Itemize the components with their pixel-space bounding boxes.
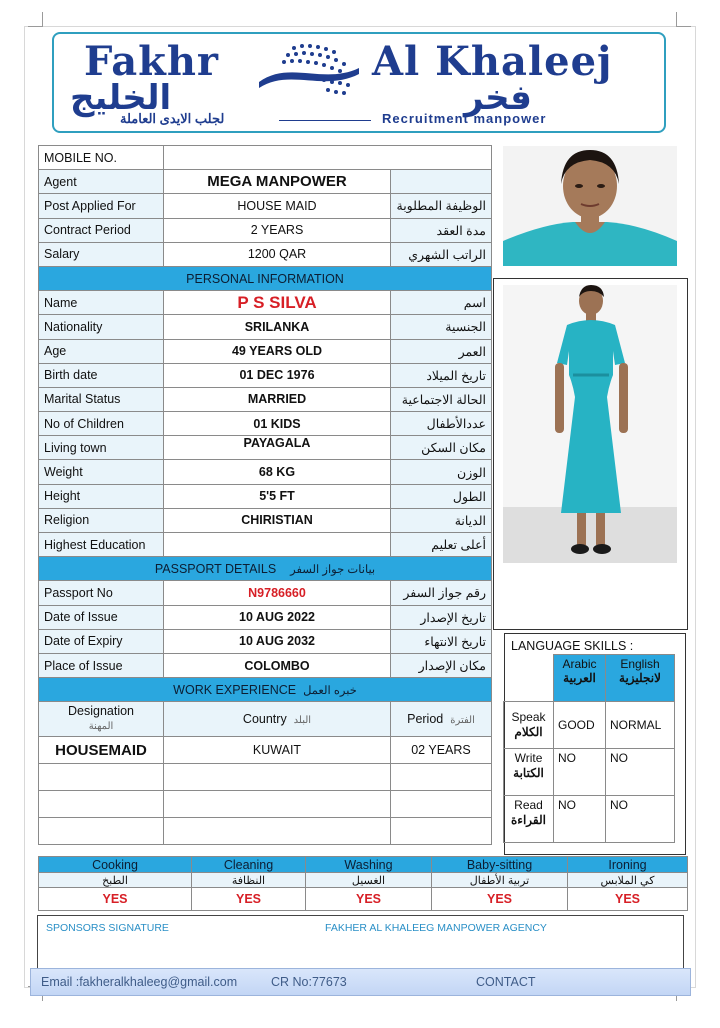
agent-label: Agent [39,170,164,194]
issue-place-row: Place of Issue COLOMBO مكان الإصدار [39,653,492,677]
tagline-divider [279,120,371,121]
full-body-image-icon [503,285,677,563]
wave-dots-icon [254,40,364,110]
mobile-row [39,146,492,170]
tagline-ar: لجلب الايدى العاملة [120,111,225,126]
age-row: Age 49 YEARS OLD العمر [39,339,492,363]
birthdate-row: Birth date 01 DEC 1976 تاريخ الميلاد [39,363,492,387]
read-row: Read القراءة NO NO [504,795,675,842]
tagline-en: Recruitment manpower [382,111,547,126]
agent-value: MEGA MANPOWER [164,170,391,194]
nationality-row: Nationality SRILANKA الجنسية [39,315,492,339]
sponsor-signature-label: SPONSORS SIGNATURE [46,922,169,934]
footer-cr-number: CR No:77673 [271,975,347,989]
brand-en-left: Fakhr [84,38,219,85]
skills-header-row: Cooking Cleaning Washing Baby-sitting Ironing [39,857,688,873]
cv-table [38,145,492,845]
work-header-row: Designation المهنة Country البلد Period الفترة [39,702,492,737]
skills-table [38,856,688,911]
write-row: Write الكتابة NO NO [504,748,675,795]
agency-signature-label: FAKHER AL KHALEEG MANPOWER AGENCY [325,922,547,934]
work-empty-row [39,764,492,791]
speak-row: Speak الكلام GOOD NORMAL [504,701,675,748]
brand-ar-right: فخر [464,78,532,118]
portrait-photo [503,146,677,266]
salary-row: Salary 1200 QAR الراتب الشهري [39,242,492,266]
full-body-photo [503,285,677,563]
personal-section-header: PERSONAL INFORMATION [39,266,492,290]
work-section-header: WORK EXPERIENCE خبره العمل [39,678,492,702]
weight-row: Weight 68 KG الوزن [39,460,492,484]
brand-ar-left: الخليج [70,78,172,118]
marital-row: Marital Status MARRIED الحالة الاجتماعية [39,387,492,411]
mobile-label: MOBILE NO. [39,146,164,170]
language-skills-title: LANGUAGE SKILLS : [511,639,634,653]
footer-bar [30,968,691,996]
skills-value-row: YES YES YES YES YES [39,888,688,911]
name-row: Name P S SILVA اسم [39,291,492,315]
work-empty-row [39,791,492,818]
passport-section-header: PASSPORT DETAILS بيانات جواز السفر [39,557,492,581]
passport-no-row: Passport No N9786660 رقم جواز السفر [39,581,492,605]
children-row: No of Children 01 KIDS عددالأطفال [39,412,492,436]
work-row: HOUSEMAID KUWAIT 02 YEARS [39,737,492,764]
skills-arabic-row: الطبخ النظافة الغسيل تربية الأطفال كي الملابس [39,873,688,888]
footer-email: Email :fakheralkhaleeg@gmail.com [41,975,238,989]
crop-mark-top-left [28,12,43,27]
height-row: Height 5'5 FT الطول [39,484,492,508]
issue-date-row: Date of Issue 10 AUG 2022 تاريخ الإصدار [39,605,492,629]
portrait-image-icon [503,146,677,266]
candidate-name: P S SILVA [164,291,391,315]
footer-contact: CONTACT [476,975,536,989]
town-row: Living town PAYAGALA مكان السكن [39,436,492,460]
company-logo [52,32,666,133]
contract-row: Contract Period 2 YEARS مدة العقد [39,218,492,242]
language-table: Arabic العربية English لانجليزية Speak الكلام GOOD NORMAL Write الكتابة NO NO Read القراءة NO NO [503,654,675,843]
crop-mark-top-right [676,12,691,27]
agent-row [39,170,492,194]
religion-row: Religion CHIRISTIAN الديانة [39,508,492,532]
passport-number: N9786660 [164,581,391,605]
post-row: Post Applied For HOUSE MAID الوظيفة المطلوبة [39,194,492,218]
work-empty-row [39,818,492,845]
brand-en-right: Al Khaleej [372,38,613,85]
mobile-value [164,146,492,170]
education-row: Highest Education أعلى تعليم [39,533,492,557]
expiry-date-row: Date of Expiry 10 AUG 2032 تاريخ الانتهاء [39,629,492,653]
